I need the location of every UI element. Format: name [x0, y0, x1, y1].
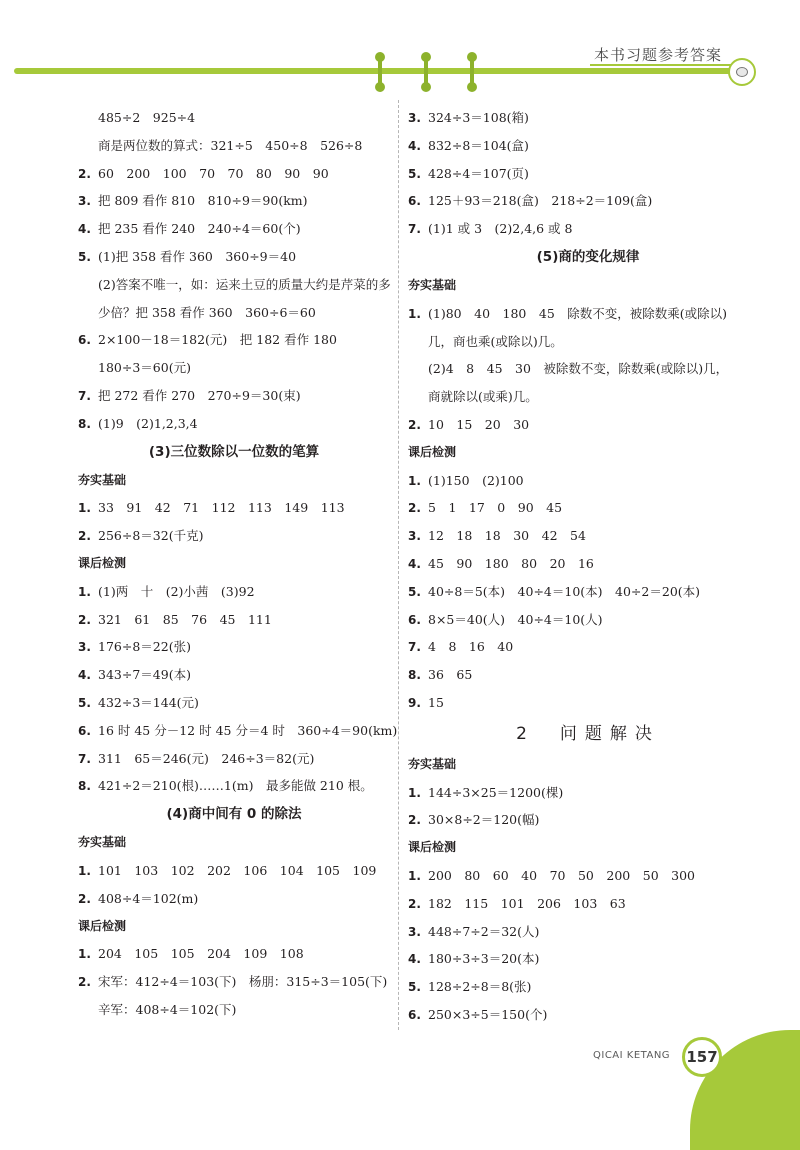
answer-line — [408, 779, 768, 807]
section-heading: (3)三位数除以一位数的笔算 — [148, 443, 320, 460]
answer-text: 把 235 看作 240 240÷4＝60(个) — [98, 221, 301, 237]
answer-text: 12 18 18 30 42 54 — [428, 528, 586, 544]
answer-text: 8×5＝40(人) 40÷4＝10(人) — [428, 611, 603, 627]
answer-line — [78, 522, 390, 550]
item-number: 5. — [78, 695, 91, 710]
item-number: 4. — [78, 668, 91, 683]
answer-line — [78, 772, 390, 800]
subheading: 课后检测 — [408, 444, 457, 459]
answer-text: 商是两位数的算式：321÷5 450÷8 526÷8 — [98, 137, 363, 153]
item-number: 4. — [408, 952, 421, 967]
answer-text: 200 80 60 40 70 50 200 50 300 — [428, 867, 696, 883]
item-number: 2. — [78, 529, 91, 544]
answer-continuation — [78, 299, 390, 327]
answer-text: (1)150 (2)100 — [428, 472, 524, 488]
answer-line — [408, 633, 768, 661]
item-number: 1. — [78, 947, 91, 962]
answer-line — [78, 578, 390, 606]
item-number: 1. — [78, 863, 91, 878]
answer-line — [408, 132, 768, 160]
answer-text: 421÷2＝210(根)……1(m) 最多能做 210 根。 — [98, 778, 373, 794]
item-number: 1. — [78, 501, 91, 516]
answer-text: 几，商也乘(或除以)几。 — [428, 333, 563, 349]
answer-line — [78, 717, 398, 745]
answer-text: (1)9 (2)1,2,3,4 — [98, 415, 198, 431]
mascot-icon — [728, 58, 756, 86]
answer-text: 少倍？把 358 看作 360 360÷6＝60 — [98, 304, 316, 320]
left-column — [78, 104, 398, 1024]
item-number: 6. — [78, 333, 91, 348]
answer-line — [408, 862, 768, 890]
answer-line — [78, 606, 390, 634]
answer-text: (1)80 40 180 45 除数不变，被除数乘(或除以) — [428, 305, 728, 321]
item-number: 1. — [408, 785, 421, 800]
subheading: 夯实基础 — [78, 472, 127, 487]
item-number: 2. — [408, 501, 421, 516]
item-number: 7. — [78, 388, 91, 403]
answer-line — [78, 187, 390, 215]
answer-text: 250×3÷5＝150(个) — [428, 1006, 548, 1022]
answer-text: 把 809 看作 810 810÷9＝90(km) — [98, 193, 308, 209]
item-number: 5. — [408, 166, 421, 181]
item-number: 6. — [408, 1007, 421, 1022]
subheading: 夯实基础 — [408, 756, 457, 771]
section-heading: (4)商中间有 0 的除法 — [166, 806, 302, 823]
answer-text: 30×8÷2＝120(幅) — [428, 812, 540, 828]
answer-text: (1)两 十 (2)小茜 (3)92 — [98, 583, 255, 599]
subheading: 课后检测 — [78, 555, 127, 570]
footer-brand: QICAI KETANG — [593, 1050, 671, 1061]
answer-line — [408, 890, 768, 918]
answer-line — [78, 661, 390, 689]
answer-line — [408, 918, 768, 946]
item-number: 2. — [78, 975, 91, 990]
answer-line — [78, 382, 390, 410]
header-title: 本书习题参考答案 — [593, 46, 722, 64]
answer-text: 5 1 17 0 90 45 — [428, 500, 563, 516]
subheading: 夯实基础 — [408, 277, 457, 292]
answer-line — [78, 968, 390, 996]
answer-line — [408, 160, 768, 188]
answer-text: 321 61 85 76 45 111 — [98, 611, 272, 627]
answer-line — [408, 945, 768, 973]
item-number: 3. — [408, 529, 421, 544]
binder-pin-icon — [378, 54, 382, 90]
answer-text: 10 15 20 30 — [428, 416, 530, 432]
answer-text: 144÷3×25＝1200(棵) — [428, 784, 564, 800]
item-number: 2. — [408, 896, 421, 911]
answer-line — [78, 132, 390, 160]
item-number: 4. — [78, 222, 91, 237]
item-number: 8. — [408, 668, 421, 683]
item-number: 6. — [408, 612, 421, 627]
subheading: 课后检测 — [78, 918, 127, 933]
item-number: 9. — [408, 695, 421, 710]
answer-line — [408, 661, 768, 689]
answer-continuation — [78, 354, 390, 382]
item-number: 1. — [408, 473, 421, 488]
answer-line — [408, 522, 768, 550]
item-number: 8. — [78, 779, 91, 794]
item-number: 3. — [408, 924, 421, 939]
item-number: 2. — [78, 891, 91, 906]
answer-text: (2)4 8 45 30 被除数不变，除数乘(或除以)几， — [428, 361, 729, 377]
subheading: 夯实基础 — [78, 835, 127, 850]
item-number: 5. — [78, 249, 91, 264]
answer-line — [78, 215, 390, 243]
answer-line — [78, 940, 390, 968]
answer-line — [408, 578, 768, 606]
item-number: 2. — [408, 417, 421, 432]
column-divider — [398, 100, 399, 1030]
answer-text: 宋军：412÷4＝103(下) 杨朋：315÷3＝105(下) — [98, 974, 388, 990]
item-number: 3. — [78, 640, 91, 655]
header-bar — [14, 68, 734, 74]
answer-line — [78, 689, 390, 717]
answer-text: 125＋93＝218(盒) 218÷2＝109(盒) — [428, 193, 653, 209]
section-heading: (5)商的变化规律 — [536, 248, 640, 265]
answer-line — [408, 973, 768, 1001]
item-number: 2. — [78, 166, 91, 181]
item-number: 7. — [408, 222, 421, 237]
answer-line — [78, 633, 390, 661]
item-number: 1. — [408, 306, 421, 321]
item-number: 6. — [408, 194, 421, 209]
answer-text: 4 8 16 40 — [428, 639, 514, 655]
item-number: 1. — [78, 584, 91, 599]
answer-text: 832÷8＝104(盒) — [428, 137, 529, 153]
answer-text: (1)1 或 3 (2)2,4,6 或 8 — [428, 221, 573, 237]
binder-pin-icon — [470, 54, 474, 90]
answer-text: 101 103 102 202 106 104 105 109 — [98, 862, 377, 878]
answer-text: 45 90 180 80 20 16 — [428, 555, 594, 571]
answer-text: (2)答案不唯一，如：运来土豆的质量大约是芹菜的多 — [98, 276, 391, 292]
answer-continuation — [78, 271, 390, 299]
answer-continuation — [408, 328, 768, 356]
item-number: 2. — [78, 612, 91, 627]
answer-line — [408, 494, 768, 522]
answer-text: 商就除以(或乘)几。 — [428, 389, 538, 405]
answer-text: 432÷3＝144(元) — [98, 694, 199, 710]
answer-text: 311 65＝246(元) 246÷3＝82(元) — [98, 750, 315, 766]
item-number: 6. — [78, 723, 91, 738]
item-number: 7. — [78, 751, 91, 766]
answer-text: 36 65 — [428, 667, 473, 683]
answer-line — [408, 215, 768, 243]
answer-text: 128÷2÷8＝8(张) — [428, 979, 532, 995]
answer-line — [78, 745, 390, 773]
answer-line — [408, 187, 768, 215]
answer-line — [408, 806, 768, 834]
item-number: 4. — [408, 556, 421, 571]
answer-continuation — [78, 996, 390, 1024]
answer-line — [408, 606, 768, 634]
answer-line — [408, 550, 768, 578]
answer-line — [78, 410, 390, 438]
chapter-heading: 2 问题解决 — [516, 723, 660, 744]
answer-line — [408, 689, 768, 717]
item-number: 7. — [408, 640, 421, 655]
answer-line — [408, 467, 768, 495]
answer-text: 485÷2 925÷4 — [98, 110, 196, 125]
subheading: 课后检测 — [408, 840, 457, 855]
answer-text: 324÷3＝108(箱) — [428, 110, 529, 125]
answer-text: 16 时 45 分－12 时 45 分＝4 时 360÷4＝90(km) — [98, 722, 398, 738]
item-number: 4. — [408, 138, 421, 153]
answer-text: 448÷7÷2＝32(人) — [428, 923, 540, 939]
answer-text: 180÷3÷3＝20(本) — [428, 951, 540, 967]
item-number: 5. — [408, 980, 421, 995]
answer-continuation — [408, 355, 768, 383]
answer-line — [78, 160, 390, 188]
answer-line — [78, 885, 390, 913]
item-number: 8. — [78, 416, 91, 431]
answer-line — [78, 104, 390, 132]
page-number: 157 — [682, 1037, 722, 1077]
answer-line — [78, 326, 390, 354]
answer-text: 256÷8＝32(千克) — [98, 528, 204, 544]
answer-line — [78, 494, 390, 522]
answer-text: 343÷7＝49(本) — [98, 667, 191, 683]
answer-text: 33 91 42 71 112 113 149 113 — [98, 500, 345, 516]
answer-text: 204 105 105 204 109 108 — [98, 946, 304, 962]
answer-line — [408, 411, 768, 439]
answer-text: 180÷3＝60(元) — [98, 360, 191, 376]
item-number: 3. — [408, 111, 421, 125]
answer-text: 15 — [428, 694, 444, 710]
item-number: 2. — [408, 813, 421, 828]
answer-text: 40÷8＝5(本) 40÷4＝10(本) 40÷2＝20(本) — [428, 583, 701, 599]
answer-text: (1)把 358 看作 360 360÷9＝40 — [98, 248, 297, 264]
binder-pin-icon — [424, 54, 428, 90]
answer-text: 2×100－18＝182(元) 把 182 看作 180 — [98, 332, 337, 348]
item-number: 3. — [78, 194, 91, 209]
answer-line — [408, 300, 768, 328]
answer-text: 176÷8＝22(张) — [98, 639, 191, 655]
right-column — [408, 104, 768, 1029]
answer-text: 把 272 看作 270 270÷9＝30(束) — [98, 387, 301, 403]
answer-line — [408, 104, 768, 132]
answer-text: 60 200 100 70 70 80 90 90 — [98, 165, 329, 181]
answer-text: 辛军：408÷4＝102(下) — [98, 1001, 237, 1017]
answer-line — [78, 243, 390, 271]
item-number: 5. — [408, 584, 421, 599]
answer-text: 182 115 101 206 103 63 — [428, 895, 626, 911]
item-number: 1. — [408, 868, 421, 883]
answer-line — [78, 857, 390, 885]
answer-text: 428÷4＝107(页) — [428, 165, 529, 181]
answer-text: 408÷4＝102(m) — [98, 890, 199, 906]
answer-line — [408, 1001, 768, 1029]
answer-continuation — [408, 383, 768, 411]
